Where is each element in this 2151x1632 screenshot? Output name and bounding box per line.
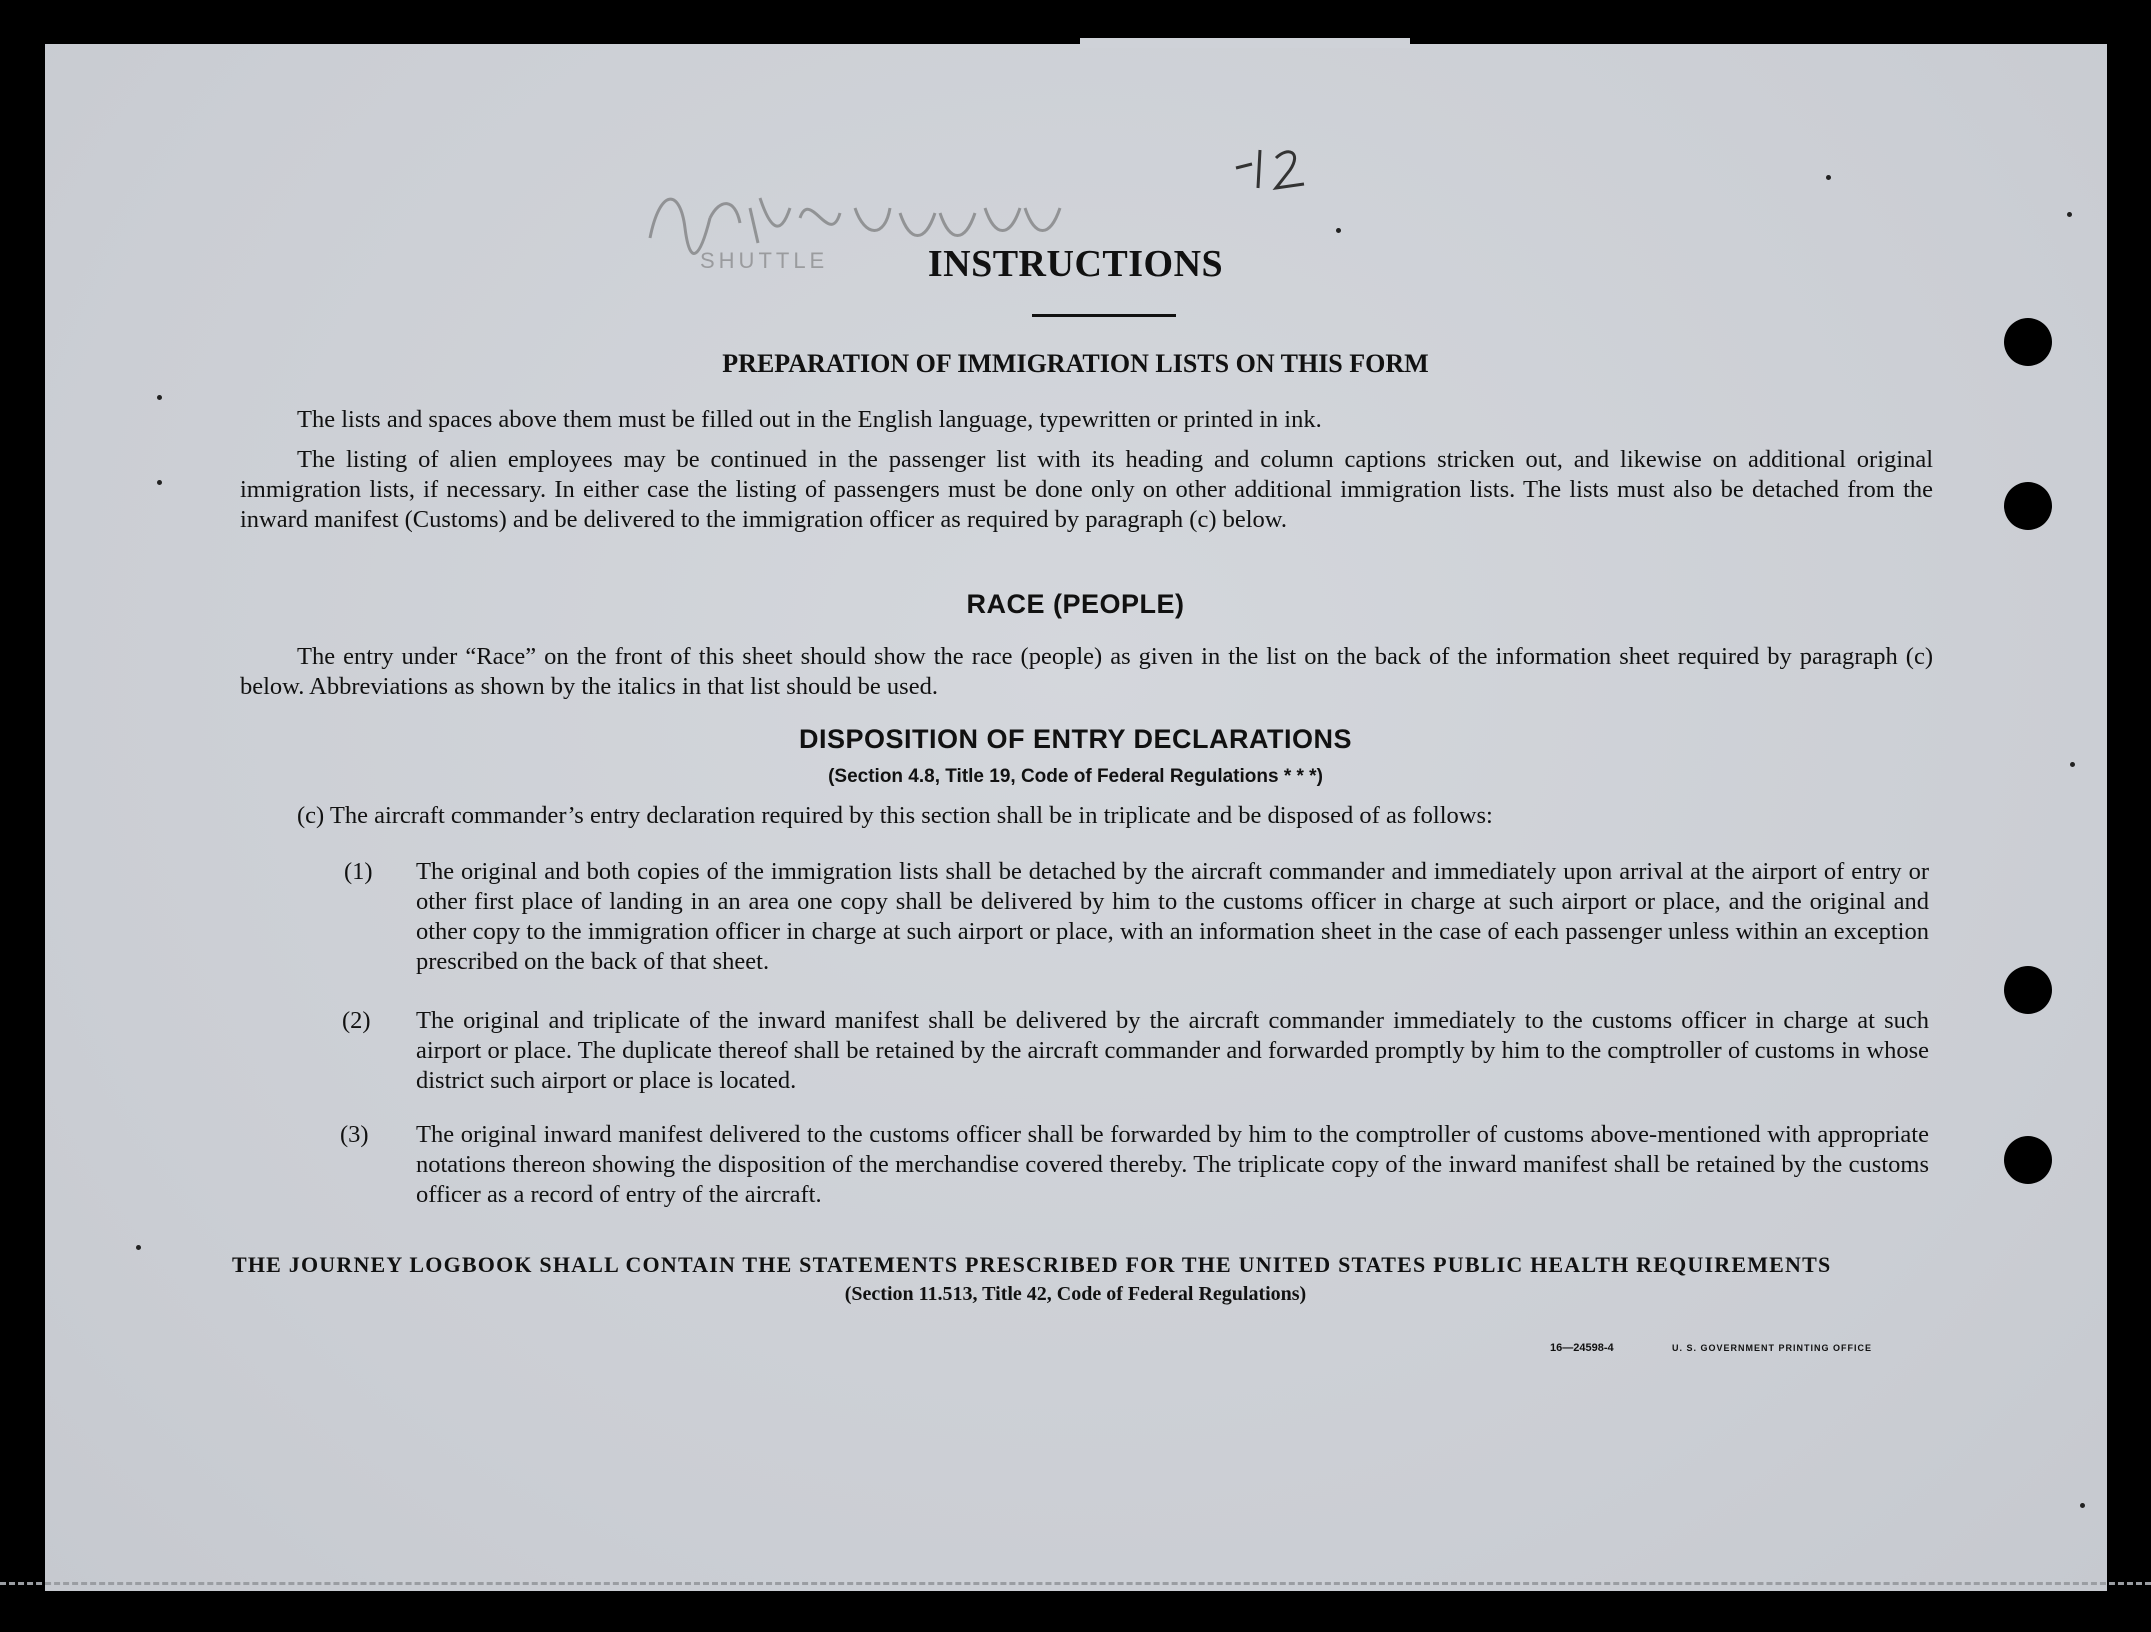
speck-mark: [157, 395, 162, 400]
punch-hole-icon: [2004, 966, 2052, 1014]
title-divider: [1032, 314, 1176, 317]
paragraph-alien-employees: [240, 445, 1933, 535]
perforation-line: [0, 1582, 2151, 1585]
list-item: [342, 1006, 1929, 1096]
list-item: [344, 857, 1929, 977]
paragraph-language-text: The lists and spaces above them must be filled out in the English language, typewritten or printed in ink.: [297, 406, 1322, 433]
speck-mark: [1826, 175, 1831, 180]
section-heading-preparation: PREPARATION OF IMMIGRATION LISTS ON THIS FORM: [722, 349, 1429, 378]
paragraph-language: [240, 405, 1933, 435]
list-item-text: The original and both copies of the immigration lists shall be detached by the aircraft commander and immediately upon arrival at the airport of entry or other first place of landing in an area one copy shall be delivered by him to the customs officer in charge at such airport or place, and the original and other copy to the immigration officer in charge at such airport or place, with an information sheet in the case of each passenger unless within an exception prescribed on the back of that sheet.: [416, 858, 1929, 975]
speck-mark: [1336, 228, 1341, 233]
paragraph-alien-employees-text: The listing of alien employees may be continued in the passenger list with its heading and column captions stricken out, and likewise on additional original immigration lists, if necessary. In either case the listing of passengers must be done only on other additional immigration lists. The lists must also be detached from the inward manifest (Customs) and be delivered to the immigration officer as required by paragraph (c) below.: [240, 446, 1933, 533]
list-item-number: (3): [340, 1121, 369, 1148]
punch-hole-icon: [2004, 1136, 2052, 1184]
section-heading-disposition: DISPOSITION OF ENTRY DECLARATIONS: [798, 724, 1353, 754]
speck-mark: [157, 480, 162, 485]
paragraph-race-text: The entry under “Race” on the front of this sheet should show the race (people) as given in the list on the back of the information sheet required by paragraph (c) below. Abbreviations as shown by the italics in that list should be used.: [240, 643, 1933, 700]
list-item-text: The original inward manifest delivered to the customs officer shall be forwarded by him to the comptroller of customs above-mentioned with appropriate notations thereon showing the disposition of the merchandise covered thereby. The triplicate copy of the inward manifest shall be retained by the customs officer as a record of entry of the aircraft.: [416, 1121, 1929, 1208]
list-item-text: The original and triplicate of the inward manifest shall be delivered by the aircraft commander immediately to the customs officer in charge at such airport or place. The duplicate thereof shall be retained by the aircraft commander and forwarded promptly by him to the comptroller of customs in whose district such airport or place is located.: [416, 1007, 1929, 1094]
svg-text:SHUTTLE: SHUTTLE: [700, 248, 829, 273]
paragraph-race: [240, 642, 1933, 702]
list-item-number: (2): [342, 1007, 371, 1034]
public-health-statement: THE JOURNEY LOGBOOK SHALL CONTAIN THE STATEMENTS PRESCRIBED FOR THE UNITED STATES PUBLIC HEALTH REQUIREMENTS: [232, 1252, 1832, 1277]
page-title: INSTRUCTIONS: [927, 243, 1224, 285]
public-health-citation: (Section 11.513, Title 42, Code of Federal Regulations): [844, 1283, 1307, 1305]
list-item-number: (1): [344, 858, 373, 885]
punch-hole-icon: [2004, 482, 2052, 530]
sheet-torn-edge: [1080, 38, 1410, 48]
section-heading-race: RACE (PEOPLE): [966, 589, 1185, 619]
page-number-annotation: [1232, 140, 1312, 200]
list-item: [340, 1120, 1929, 1210]
printing-office-label: U. S. GOVERNMENT PRINTING OFFICE: [1672, 1343, 1873, 1353]
speck-mark: [136, 1245, 141, 1250]
form-print-code: 16—24598-4: [1550, 1342, 1614, 1354]
speck-mark: [2080, 1503, 2085, 1508]
speck-mark: [2067, 212, 2072, 217]
section-citation: (Section 4.8, Title 19, Code of Federal Regulations * * *): [828, 766, 1323, 787]
paragraph-c-intro: (c) The aircraft commander’s entry declaration required by this section shall be in triplicate and be disposed of as follows:: [297, 802, 1493, 829]
